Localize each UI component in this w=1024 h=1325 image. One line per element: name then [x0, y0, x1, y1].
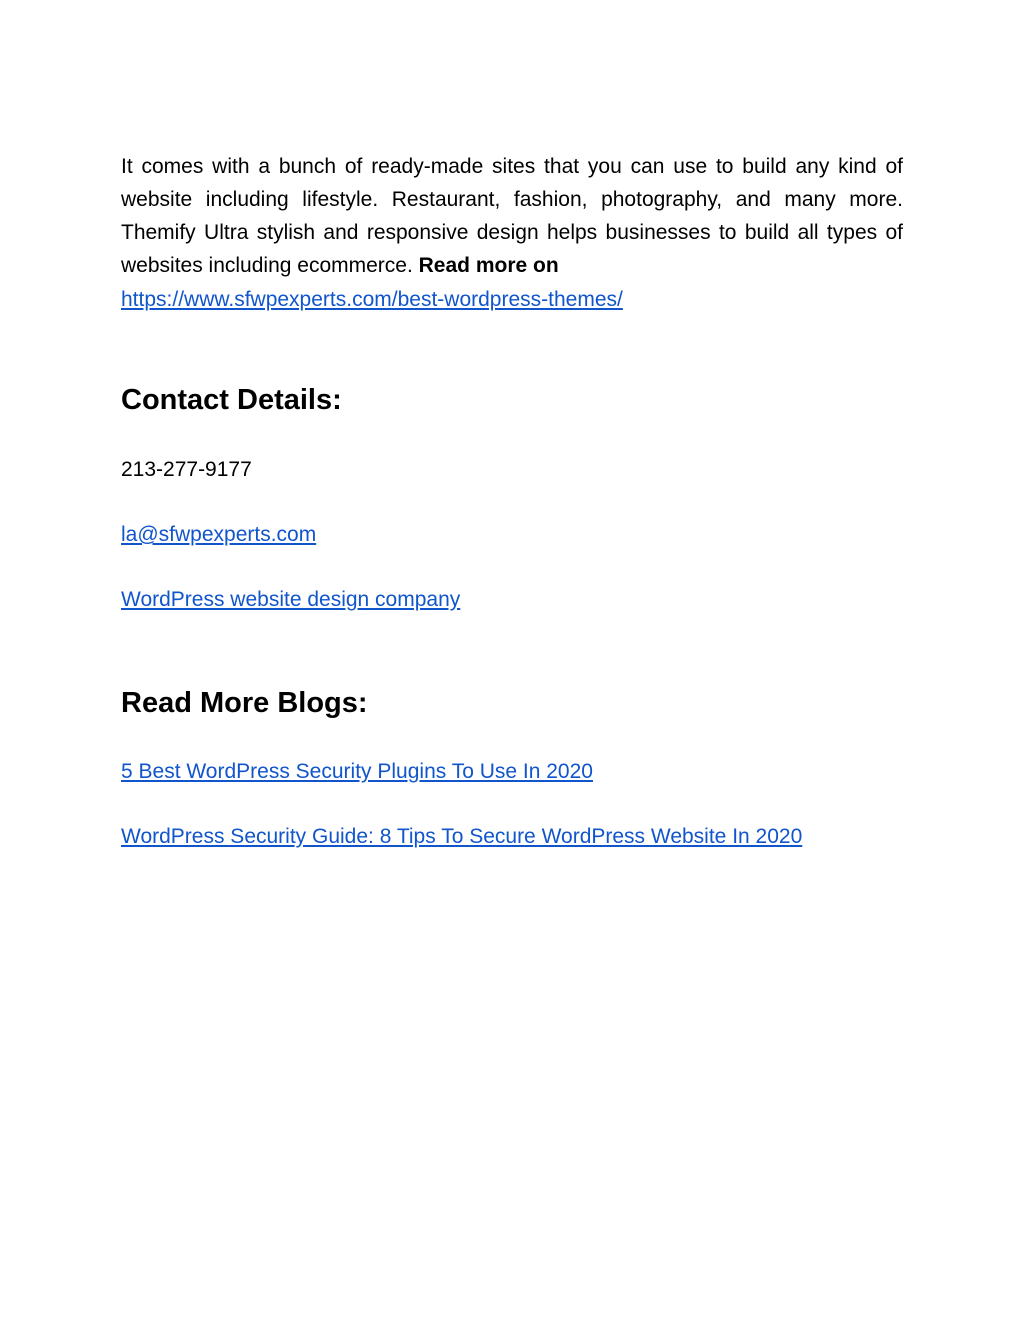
intro-text: It comes with a bunch of ready-made sites that you can use to build any kind of website including lifestyle. Restaurant, fashion, photography, and many more. Themify Ultra stylish and responsive design helps businesses to build all types of websites including ecommerce. — [121, 155, 903, 277]
blog-link-security-guide[interactable]: WordPress Security Guide: 8 Tips To Secure WordPress Website In 2020 — [121, 825, 803, 848]
email-link[interactable]: la@sfwpexperts.com — [121, 523, 317, 546]
read-more-blogs-heading: Read More Blogs: — [121, 687, 368, 719]
company-link[interactable]: WordPress website design company — [121, 588, 461, 611]
contact-details-heading: Contact Details: — [121, 384, 342, 416]
blog-item — [121, 758, 593, 786]
blog-link-security-plugins[interactable]: 5 Best WordPress Security Plugins To Use In 2020 — [121, 760, 593, 783]
intro-url-line — [121, 283, 623, 316]
read-more-label: Read more on — [418, 254, 559, 277]
best-themes-link[interactable]: https://www.sfwpexperts.com/best-wordpress-themes/ — [121, 288, 623, 311]
phone-number: 213-277-9177 — [121, 458, 252, 481]
blog-item — [121, 823, 802, 851]
email-line — [121, 521, 316, 549]
company-line — [121, 586, 460, 614]
intro-paragraph — [121, 150, 903, 282]
